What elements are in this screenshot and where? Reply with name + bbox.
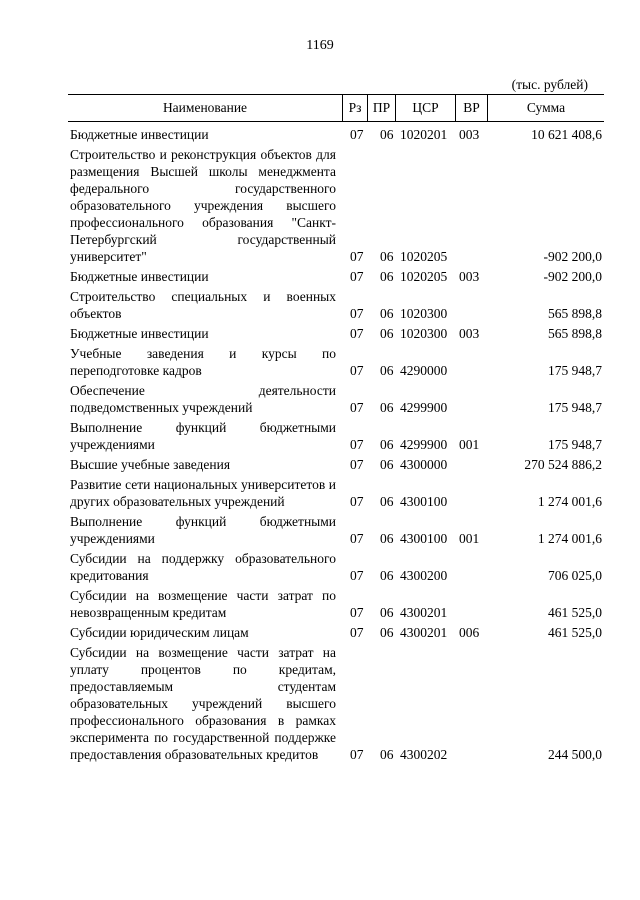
column-header-name: Наименование xyxy=(162,100,248,115)
row-vr: 003 xyxy=(459,269,480,284)
row-sum: -902 200,0 xyxy=(543,249,602,264)
column-header-csr: ЦСР xyxy=(395,95,455,121)
row-sum: 10 621 408,6 xyxy=(531,127,602,142)
row-pr: 06 xyxy=(380,400,394,415)
row-vr: 001 xyxy=(459,437,480,452)
table-row xyxy=(70,324,604,344)
row-csr: 1020201 xyxy=(400,127,448,142)
row-rz: 07 xyxy=(350,400,364,415)
page-number: 1169 xyxy=(306,38,334,53)
table-row xyxy=(70,586,604,623)
row-name: Выполнение функций бюджетными учреждениями xyxy=(70,420,336,452)
row-sum: 175 948,7 xyxy=(548,437,602,452)
row-rz: 07 xyxy=(350,568,364,583)
row-name: Субсидии юридическим лицам xyxy=(70,625,249,640)
row-sum: -902 200,0 xyxy=(543,269,602,284)
row-name: Субсидии на поддержку образовательного кредитования xyxy=(70,551,336,583)
row-rz: 07 xyxy=(350,249,364,264)
row-rz: 07 xyxy=(350,269,364,284)
row-csr: 4300100 xyxy=(400,494,448,509)
row-name: Развитие сети национальных университетов и других образовательных учреждений xyxy=(70,477,336,509)
row-csr: 1020205 xyxy=(400,249,448,264)
row-name: Строительство специальных и военных объектов xyxy=(70,289,336,321)
row-pr: 06 xyxy=(380,326,394,341)
row-csr: 1020300 xyxy=(400,326,448,341)
row-name: Бюджетные инвестиции xyxy=(70,127,209,142)
table-row xyxy=(70,381,604,418)
row-rz: 07 xyxy=(350,326,364,341)
row-pr: 06 xyxy=(380,605,394,620)
column-header-pr: ПР xyxy=(367,95,395,121)
row-pr: 06 xyxy=(380,127,394,142)
row-vr: 006 xyxy=(459,625,480,640)
table-row xyxy=(70,512,604,549)
table-row xyxy=(70,267,604,287)
row-csr: 4300201 xyxy=(400,625,448,640)
row-rz: 07 xyxy=(350,437,364,452)
row-pr: 06 xyxy=(380,568,394,583)
row-sum: 244 500,0 xyxy=(548,747,602,762)
row-sum: 461 525,0 xyxy=(548,625,602,640)
row-sum: 565 898,8 xyxy=(548,326,602,341)
row-csr: 4290000 xyxy=(400,363,448,378)
row-vr: 003 xyxy=(459,127,480,142)
row-pr: 06 xyxy=(380,494,394,509)
row-name: Высшие учебные заведения xyxy=(70,457,231,472)
column-header-vr: ВР xyxy=(455,95,487,121)
column-header-sum: Сумма xyxy=(487,95,604,121)
row-sum: 461 525,0 xyxy=(548,605,602,620)
row-pr: 06 xyxy=(380,269,394,284)
row-rz: 07 xyxy=(350,127,364,142)
row-csr: 4299900 xyxy=(400,437,448,452)
column-header-rz: Рз xyxy=(342,95,367,121)
row-sum: 1 274 001,6 xyxy=(537,531,602,546)
table-row xyxy=(70,475,604,512)
row-rz: 07 xyxy=(350,494,364,509)
row-csr: 1020300 xyxy=(400,306,448,321)
table-row xyxy=(70,455,604,475)
row-rz: 07 xyxy=(350,747,364,762)
units-label: (тыс. рублей) xyxy=(511,77,588,92)
row-pr: 06 xyxy=(380,747,394,762)
table-row xyxy=(70,125,604,145)
row-vr: 003 xyxy=(459,326,480,341)
row-pr: 06 xyxy=(380,306,394,321)
row-name: Учебные заведения и курсы по переподготовке кадров xyxy=(70,346,336,378)
row-pr: 06 xyxy=(380,363,394,378)
row-name: Выполнение функций бюджетными учреждениями xyxy=(70,514,336,546)
row-name: Бюджетные инвестиции xyxy=(70,269,209,284)
row-csr: 4300100 xyxy=(400,531,448,546)
row-rz: 07 xyxy=(350,605,364,620)
table-row xyxy=(70,287,604,324)
table-row xyxy=(70,418,604,455)
row-sum: 565 898,8 xyxy=(548,306,602,321)
row-rz: 07 xyxy=(350,531,364,546)
row-sum: 175 948,7 xyxy=(548,400,602,415)
row-csr: 4300202 xyxy=(400,747,448,762)
row-pr: 06 xyxy=(380,457,394,472)
row-name: Строительство и реконструкция объектов для размещения Высшей школы менеджмента федерального государственного образовательного учреждения высшего профессионального образования "Санкт-Петербургский государственный университет" xyxy=(70,147,336,264)
row-csr: 1020205 xyxy=(400,269,448,284)
row-name: Бюджетные инвестиции xyxy=(70,326,209,341)
row-rz: 07 xyxy=(350,306,364,321)
table-row xyxy=(70,549,604,586)
row-vr: 001 xyxy=(459,531,480,546)
table-row xyxy=(70,643,604,765)
row-name: Субсидии на возмещение части затрат по невозвращенным кредитам xyxy=(70,588,336,620)
row-sum: 706 025,0 xyxy=(548,568,602,583)
row-name: Обеспечение деятельности подведомственных учреждений xyxy=(70,383,336,415)
row-rz: 07 xyxy=(350,625,364,640)
table-row xyxy=(70,623,604,643)
row-rz: 07 xyxy=(350,363,364,378)
row-rz: 07 xyxy=(350,457,364,472)
table-body xyxy=(70,125,604,765)
row-csr: 4300201 xyxy=(400,605,448,620)
table-row xyxy=(70,145,604,267)
row-pr: 06 xyxy=(380,437,394,452)
row-pr: 06 xyxy=(380,625,394,640)
row-sum: 270 524 886,2 xyxy=(524,457,602,472)
table-row xyxy=(70,344,604,381)
row-csr: 4299900 xyxy=(400,400,448,415)
row-csr: 4300000 xyxy=(400,457,448,472)
row-csr: 4300200 xyxy=(400,568,448,583)
row-name: Субсидии на возмещение части затрат на уплату процентов по кредитам, предоставляемым студентам образовательных учреждений высшего профессионального образования в рамках эксперимента по государственной поддержке предоставления образовательных кредитов xyxy=(70,645,336,762)
row-sum: 1 274 001,6 xyxy=(537,494,602,509)
table-header xyxy=(68,94,604,122)
row-sum: 175 948,7 xyxy=(548,363,602,378)
row-pr: 06 xyxy=(380,531,394,546)
row-pr: 06 xyxy=(380,249,394,264)
